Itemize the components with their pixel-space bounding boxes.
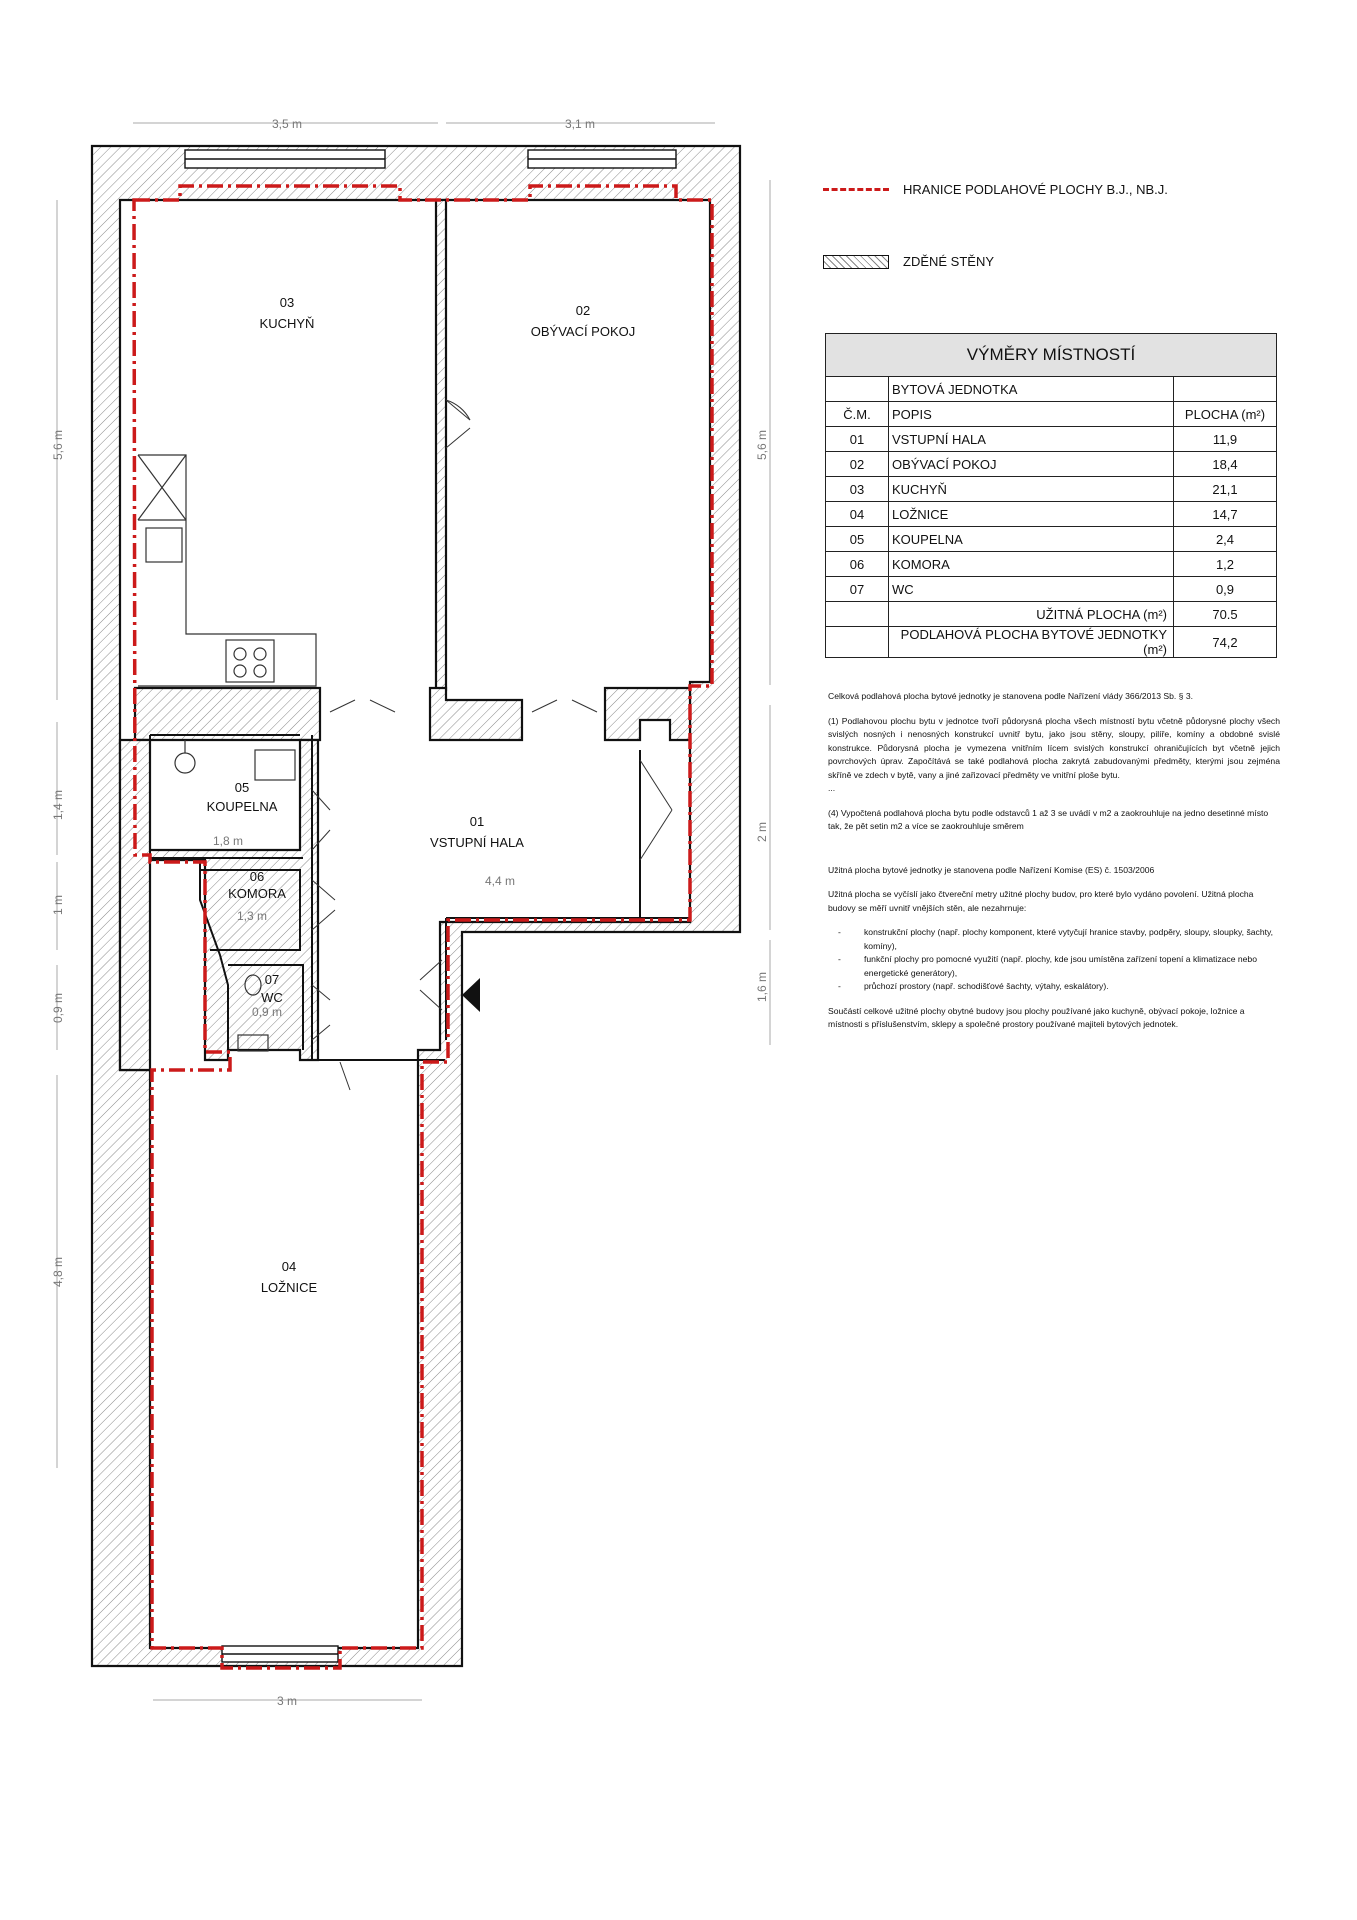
room-03-number: 03 xyxy=(279,295,295,310)
useful-area-value: 70.5 xyxy=(1174,602,1277,627)
table-unit-label: BYTOVÁ JEDNOTKA xyxy=(889,377,1174,402)
table-row: 01 VSTUPNÍ HALA 11,9 xyxy=(826,427,1277,452)
note-p2: (1) Podlahovou plochu bytu v jednotce tvoří půdorysná plocha všech místností bytu včetně půdorysné plochy všech svislých nosných i nenosných konstrukcí uvnitř bytu, jako jsou stěny, sloupy, pilíře, komíny a obdobné svislé konstrukce. Půdorysná plocha je vymezena vnitřním lícem svislých konstrukcí ohraničujících byt včetně jejich povrchových úprav. Započítává se také podlahová plocha zakrytá zabudovanými předměty, kterými jsou zejména skříně ve zdech v bytě, vany a jiné zařizovací předměty ve vnitřní ploše bytu. xyxy=(828,715,1280,780)
table-row: 04 LOŽNICE 14,7 xyxy=(826,502,1277,527)
legal-notes xyxy=(828,690,1280,1043)
dim-top-right: 3,1 m xyxy=(564,117,596,131)
dimension-lines xyxy=(57,123,770,1700)
dim-inner-komora: 1,3 m xyxy=(236,909,268,923)
note-p2b: ... xyxy=(828,783,836,793)
list-item: - konstrukční plochy (např. plochy komponent, které vytyčují hranice stavby, podpěry, sloupy, sloupky, šachty, komíny), xyxy=(864,926,1280,953)
wall-hatch-sample xyxy=(823,255,889,269)
room-01-number: 01 xyxy=(469,814,485,829)
legend-boundary xyxy=(823,182,1168,197)
room-04-number: 04 xyxy=(281,1259,297,1274)
table-row: 03 KUCHYŇ 21,1 xyxy=(826,477,1277,502)
table-row: 06 KOMORA 1,2 xyxy=(826,552,1277,577)
col-desc-header: POPIS xyxy=(889,402,1174,427)
boundary-line-sample xyxy=(823,188,889,191)
kitchen-counter xyxy=(138,455,316,686)
floor-area-label: PODLAHOVÁ PLOCHA BYTOVÉ JEDNOTKY (m²) xyxy=(889,627,1174,658)
dim-right-3: 1,6 m xyxy=(755,971,769,1003)
legend-walls xyxy=(823,254,994,269)
note-p1: Celková podlahová plocha bytové jednotky je stanovena podle Nařízení vlády 366/2013 Sb. § 3. xyxy=(828,691,1194,701)
dim-left-3: 1 m xyxy=(51,894,65,916)
room-02-name: OBÝVACÍ POKOJ xyxy=(530,324,636,339)
table-row: 02 OBÝVACÍ POKOJ 18,4 xyxy=(826,452,1277,477)
table-row: 07 WC 0,9 xyxy=(826,577,1277,602)
dim-top-left: 3,5 m xyxy=(271,117,303,131)
room-07-name: WC xyxy=(261,990,283,1005)
note-p5: Užitná plocha se vyčíslí jako čtvereční metry užitné plochy budov, pro které bylo vydáno povolení. Užitná plocha budovy se měří uvnitř vnějších stěn, ale nezahrnuje: xyxy=(828,889,1254,913)
table-title: VÝMĚRY MÍSTNOSTÍ xyxy=(826,334,1277,377)
note-list xyxy=(828,926,1280,994)
room-05-number: 05 xyxy=(234,780,250,795)
list-item: - průchozí prostory (např. schodišťové šachty, výtahy, eskalátory). xyxy=(864,980,1280,994)
room-04-name: LOŽNICE xyxy=(260,1280,318,1295)
floor-area-value: 74,2 xyxy=(1174,627,1277,658)
room-06-number: 06 xyxy=(249,869,265,884)
exterior-walls xyxy=(92,146,740,1666)
room-areas-table xyxy=(825,333,1277,658)
dim-left-4: 0,9 m xyxy=(51,992,65,1024)
legend-boundary-label: HRANICE PODLAHOVÉ PLOCHY B.J., NB.J. xyxy=(903,182,1168,197)
col-area-header: PLOCHA (m²) xyxy=(1174,402,1277,427)
legend-walls-label: ZDĚNÉ STĚNY xyxy=(903,254,995,269)
entrance-arrow-icon xyxy=(462,978,480,1012)
dim-inner-hala: 4,4 m xyxy=(484,874,516,888)
dim-left-1: 5,6 m xyxy=(51,429,65,461)
room-07-number: 07 xyxy=(264,972,280,987)
col-number-header: Č.M. xyxy=(826,402,889,427)
room-01-name: VSTUPNÍ HALA xyxy=(430,835,524,850)
doors xyxy=(312,400,672,1090)
note-p6: Součástí celkové užitné plochy obytné budovy jsou plochy používané jako kuchyně, obývací pokoje, ložnice a místnosti s příslušenstvím, sklepy a společné prostory používané majiteli bytových jednotek. xyxy=(828,1005,1245,1029)
useful-area-label: UŽITNÁ PLOCHA (m²) xyxy=(889,602,1174,627)
dim-inner-koupelna: 1,8 m xyxy=(212,834,244,848)
dim-left-2: 1,4 m xyxy=(51,789,65,821)
list-item: - funkční plochy pro pomocné využití (např. plochy, kde jsou umístěna zařízení topení a klimatizace nebo energetické generátory), xyxy=(864,953,1280,980)
room-03-name: KUCHYŇ xyxy=(259,316,315,331)
dim-bottom: 3 m xyxy=(276,1694,298,1708)
dim-inner-wc: 0,9 m xyxy=(251,1005,283,1019)
room-02-number: 02 xyxy=(575,303,591,318)
note-p3: (4) Vypočtená podlahová plocha bytu podle odstavců 1 až 3 se uvádí v m2 a zaokrouhluje na jedno desetinné místo tak, že pět setin m2 a více se zaokrouhluje směrem xyxy=(828,807,1269,831)
dim-right-2: 2 m xyxy=(755,821,769,843)
room-05-name: KOUPELNA xyxy=(206,799,278,814)
room-06-name: KOMORA xyxy=(228,886,286,901)
note-p4: Užitná plocha bytové jednotky je stanovena podle Nařízení Komise (ES) č. 1503/2006 xyxy=(828,864,1155,875)
dim-right-1: 5,6 m xyxy=(755,429,769,461)
table-row: 05 KOUPELNA 2,4 xyxy=(826,527,1277,552)
dim-left-5: 4,8 m xyxy=(51,1256,65,1288)
